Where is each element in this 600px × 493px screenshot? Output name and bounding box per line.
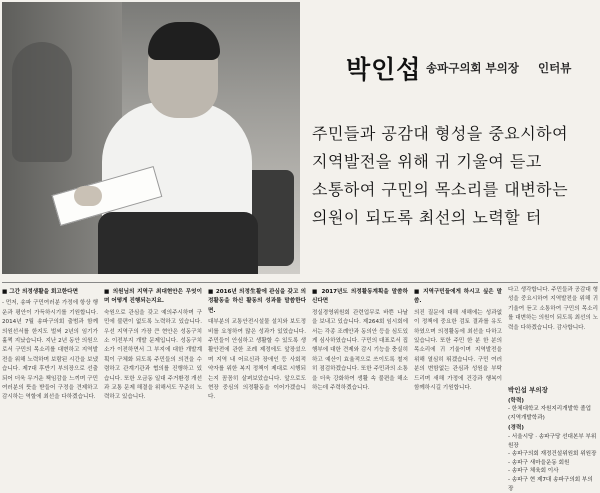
article-column-5 (414, 286, 502, 478)
photo-pants (98, 212, 258, 274)
column-subhead: ■ 2016년 의정生활에 관심을 갖고 의정활동을 하신 활동의 성과를 말씀한다면. (208, 289, 306, 314)
interviewee-role: 송파구의회 부의장 (426, 61, 519, 75)
column-subhead: ■ 의원님의 지역구 최대현안은 무엇이며 어떻게 진행되는지요. (104, 289, 202, 305)
quote-line: 의원이 되도록 최선의 노력할 터 (312, 208, 542, 227)
profile-career-item: - 서울시당 · 송파구당 선대본부 부위원장 (508, 433, 597, 449)
profile-career-item: - 송파구 현 제7대 송파구의회 부의장 (508, 476, 593, 492)
column-text: 의진 질문에 대해 새해에는 성과없이 정책에 중요한 검토 결과를 유도하였으며 의정활동에 최선을 다하고 있습니다. 또한 주민 한 분 한 분의 목소리에 귀 기울이며 지역발전을 위해 열심히 뛰겠습니다. 구민 여러분의 변함없는 관심과 성원을 부탁드리며 새해 가정에 건강과 행복이 함께하시길 기원합니다. (414, 309, 502, 392)
column-text: 다고 생각합니다. 주민들과 공감대 형성을 중요시하여 지역발전을 위해 귀 기울여 듣고 소통하여 구민의 목소리를 대변하는 의원이 되도록 최선의 노력을 다하겠습니다. 감사합니다. (508, 287, 598, 331)
column-text: - 먼저, 송파 구민여러분 가정에 항상 행운과 평안이 가득하시기를 기원합니다. 2014년 7월 송파구의회 출범과 함께 의원선서를 한지도 벌써 2년의 임기가 훌쩍 지났습니다. 지난 2년 동안 의원으로서 구민의 목소리를 대변하고 지역발전을 위해 노력하며 보람된 시간을 보냈습니다. 제7대 후반기 부의장으로 선출되어 더욱 무거운 책임감을 느끼며 구민 여러분의 뜻을 받들어 구정을 견제하고 감시하는 역할에 최선을 다하겠습니다. (2, 300, 98, 401)
profile-career-item: - 송파구의회 재정건설위원회 위원장 (508, 451, 597, 458)
article-column-6 (508, 286, 598, 382)
column-subhead: ■ 지역구민들에게 하시고 싶은 말씀. (414, 289, 502, 305)
profile-box (508, 386, 598, 492)
photo-plant (12, 42, 72, 162)
article-column-4 (312, 286, 408, 478)
column-subhead: ■ 그간 의정생활을 회고한다면 (2, 289, 78, 295)
photo-hair (148, 22, 220, 60)
article-column-3 (208, 286, 306, 478)
article-column-1 (2, 286, 98, 478)
profile-career-label: (경력) (508, 425, 524, 432)
profile-career-item: - 송파구 새마을운동 회원 (508, 459, 570, 466)
quote-line: 주민들과 공감대 형성을 중요시하여 (312, 124, 569, 143)
column-text: 정실경영위원회 관련업무로 바쁜 나날을 보내고 있습니다. 제264회 임시회에서는 각종 조례안과 동의안 등을 심도있게 심사하였습니다. 구민의 대표로서 집행부에 대한 견제와 감시 기능을 충실히 하고 예산이 효율적으로 쓰이도록 철저히 점검하겠습니다. 또한 주민과의 소통을 더욱 강화하여 생활 속 불편을 해소하는데 주력하겠습니다. (312, 309, 408, 392)
section-divider (2, 282, 598, 283)
article-type: 인터뷰 (538, 61, 572, 75)
profile-education: - 한체대학교 자원지리개발학 졸업(지역개발학과) (508, 406, 592, 421)
column-subhead: ■ 2017년도 의정활동계획을 말씀하신다면 (312, 289, 408, 305)
profile-career-item: - 송파구 체육회 이사 (508, 468, 559, 475)
column-text: 숙원으로 관심을 갖고 예의주시하며 구민에 불편이 없도록 노력하고 있습니다. 우선 지역구의 가장 큰 현안은 성동구치소 이전부지 개발 문제입니다. 성동구치소가 이전하면서 그 부지에 대한 개발계획이 구체화 되도록 주민들의 의견을 수렴하고 관계기관과 협의를 진행하고 있습니다. 또한 오금동 일대 주거환경 개선과 교통 문제 해결을 위해서도 꾸준히 노력하고 있습니다. (104, 309, 202, 401)
photo-hand (74, 186, 102, 206)
quote-line: 지역발전을 위해 귀 기울여 듣고 (312, 152, 542, 171)
article-column-2 (104, 286, 202, 478)
column-text: 대부분의 교통안전시설물 설치와 보도정비를 요청하여 많은 성과가 있었습니다. 주민들이 안심하고 생활할 수 있도록 생활안전에 관한 조례 제정에도 앞장섰으며 지역 내 어르신과 장애인 등 사회적 약자를 위한 복지 정책이 제대로 시행되는지 꼼꼼히 살펴보았습니다. 앞으로도 현장 중심의 의정활동을 이어가겠습니다. (208, 319, 306, 401)
profile-title: 박인섭 부의장 (508, 386, 548, 394)
interview-photo (2, 2, 300, 274)
pull-quote (312, 120, 598, 232)
quote-line: 소통하여 구민의 목소리를 대변하는 (312, 180, 569, 199)
interviewee-name: 박인섭 (346, 55, 422, 84)
profile-education-label: (학력) (508, 397, 524, 404)
